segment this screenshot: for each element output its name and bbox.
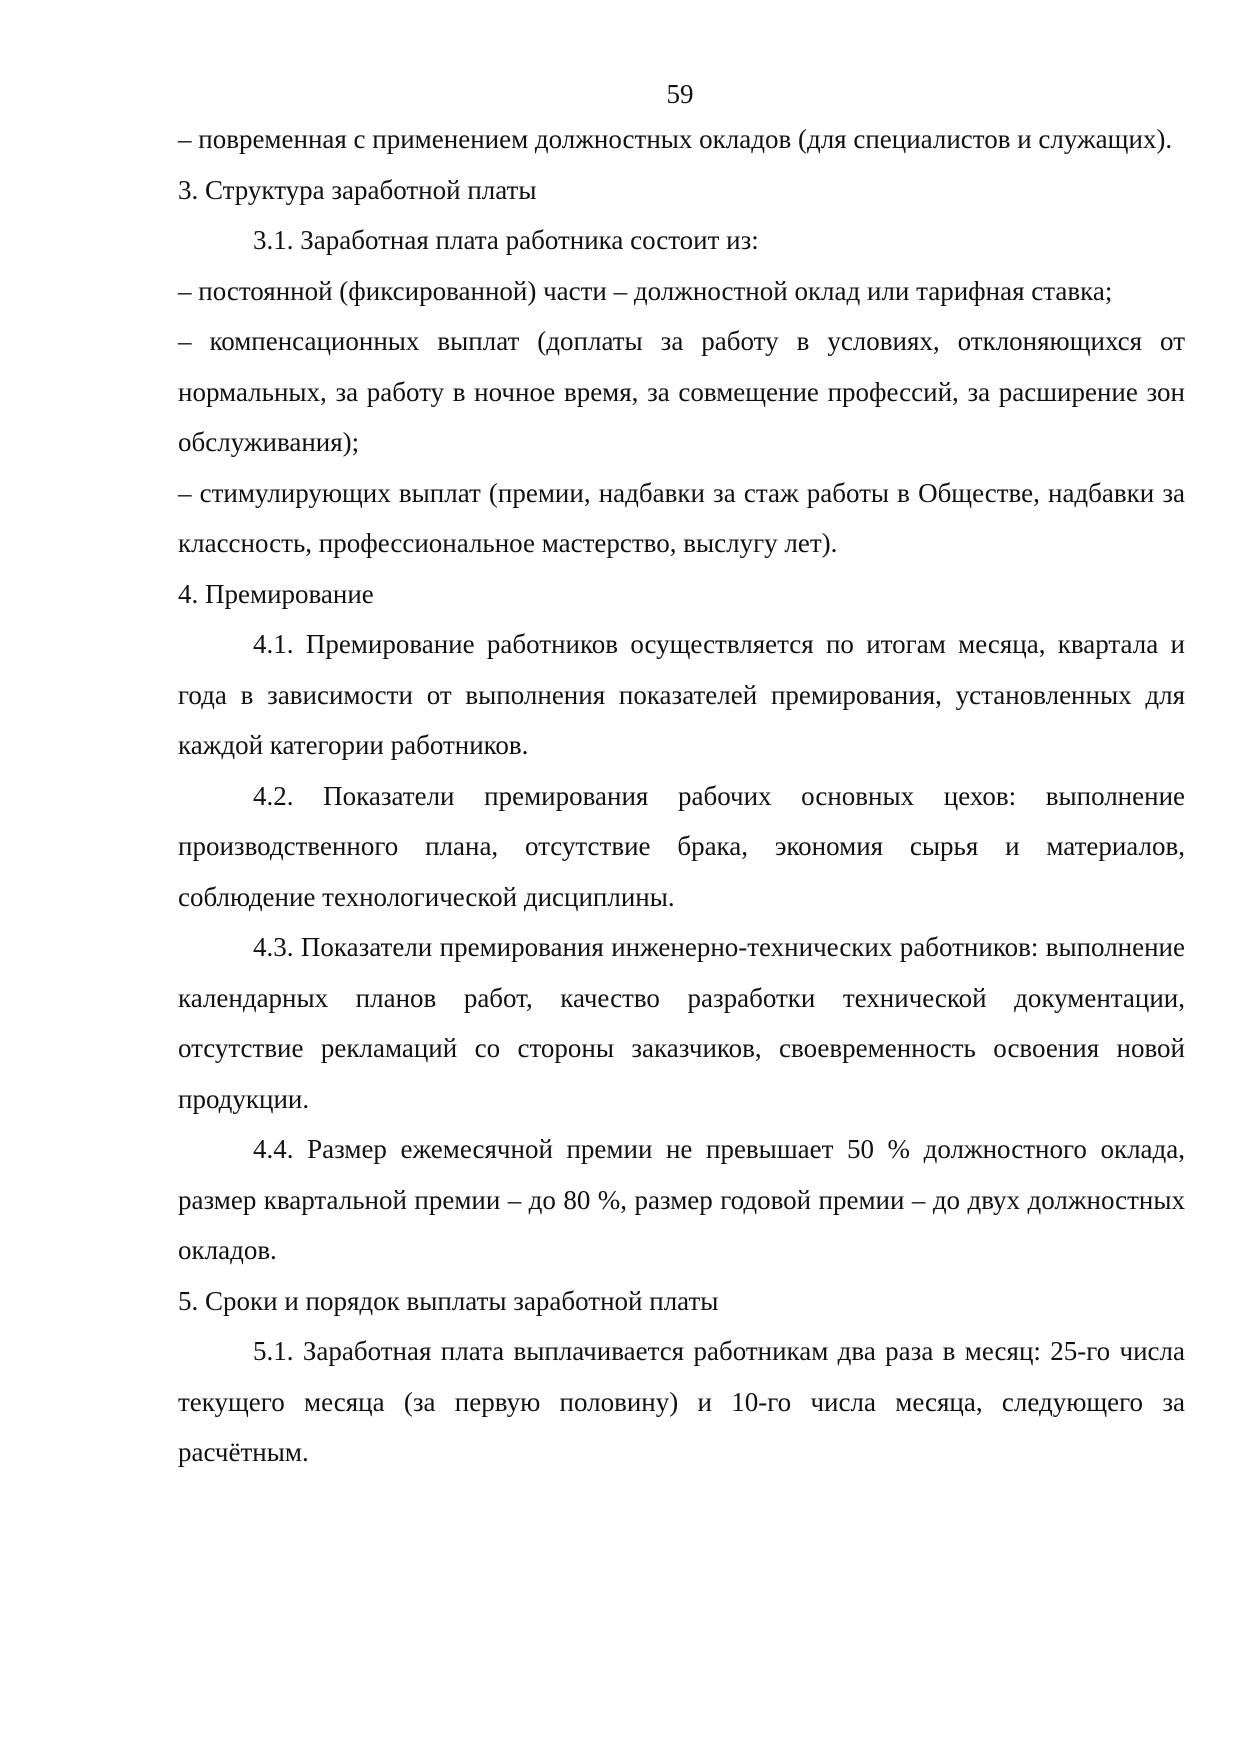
section-heading-payment-terms: 5. Сроки и порядок выплаты заработной платы (178, 1285, 719, 1316)
list-item-fixed-part: – постоянной (фиксированной) части – должностной оклад или тарифная ставка; (178, 275, 1113, 306)
clause-3-1: 3.1. Заработная плата работника состоит из: (253, 225, 759, 255)
clause-4-3: 4.3. Показатели премирования инженерно-технических работников: выполнение календарных планов работ, качество разработки технической документации, отсутствие рекламаций со стороны заказчиков, своевременность освоения новой продукции. (178, 932, 1185, 1114)
document-body (178, 114, 1185, 1478)
list-item-incentive-payments: – стимулирующих выплат (премии, надбавки за стаж работы в Обществе, надбавки за классность, профессиональное мастерство, выслугу лет). (178, 477, 1185, 558)
clause-4-1: 4.1. Премирование работников осуществляется по итогам месяца, квартала и года в зависимости от выполнения показателей премирования, установленных для каждой категории работников. (178, 629, 1185, 760)
section-heading-salary-structure: 3. Структура заработной платы (178, 174, 537, 205)
section-heading-bonuses: 4. Премирование (178, 578, 374, 609)
list-item-compensation-payments: – компенсационных выплат (доплаты за работу в условиях, отклоняющихся от нормальных, за работу в ночное время, за совмещение профессий, за расширение зон обслуживания); (178, 326, 1185, 457)
clause-5-1: 5.1. Заработная плата выплачивается работникам два раза в месяц: 25-го числа текущего месяца (за первую половину) и 10-го числа месяца, следующего за расчётным. (178, 1336, 1185, 1467)
list-item-time-based-pay: – повременная с применением должностных окладов (для специалистов и служащих). (178, 124, 1173, 154)
clause-4-4: 4.4. Размер ежемесячной премии не превышает 50 % должностного оклада, размер квартальной премии – до 80 %, размер годовой премии – до двух должностных окладов. (178, 1134, 1185, 1265)
clause-4-2: 4.2. Показатели премирования рабочих основных цехов: выполнение производственного плана, отсутствие брака, экономия сырья и материалов, соблюдение технологической дисциплины. (178, 780, 1185, 912)
page-number: 59 (666, 79, 694, 109)
